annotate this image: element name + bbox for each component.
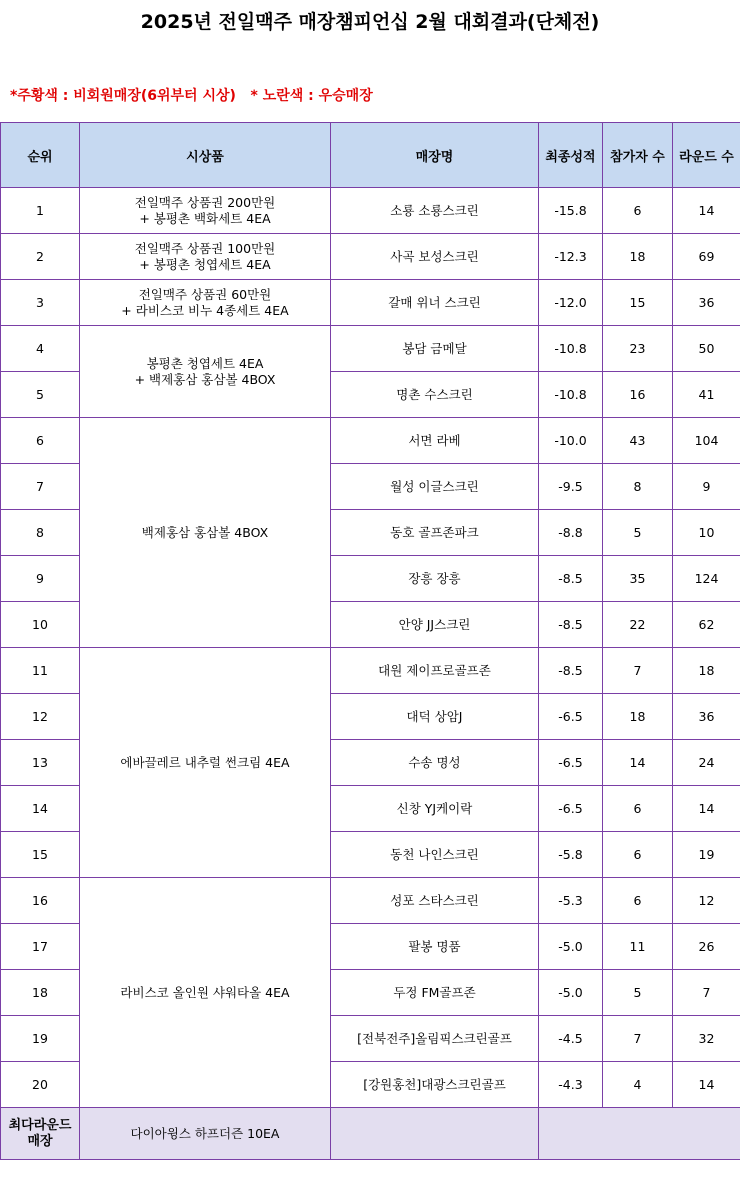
results-table <box>0 122 740 1160</box>
rank-cell: 12 <box>1 694 80 740</box>
most-rounds-label: 최다라운드 매장 <box>1 1108 80 1160</box>
player-count-cell: 6 <box>603 878 673 924</box>
store-name-cell: 월성 이글스크린 <box>331 464 539 510</box>
store-name-cell: 대원 제이프로골프존 <box>331 648 539 694</box>
final-score-cell: -5.0 <box>539 924 603 970</box>
final-score-cell: -6.5 <box>539 694 603 740</box>
player-count-cell: 18 <box>603 234 673 280</box>
player-count-cell: 7 <box>603 1016 673 1062</box>
round-count-cell: 14 <box>673 1062 740 1108</box>
final-score-cell: -10.0 <box>539 418 603 464</box>
rank-cell: 10 <box>1 602 80 648</box>
final-score-cell: -8.5 <box>539 556 603 602</box>
round-count-cell: 62 <box>673 602 740 648</box>
final-score-cell: -5.8 <box>539 832 603 878</box>
final-score-cell: -12.0 <box>539 280 603 326</box>
final-score-cell: -8.8 <box>539 510 603 556</box>
final-score-cell: -9.5 <box>539 464 603 510</box>
rank-cell: 18 <box>1 970 80 1016</box>
round-count-cell: 104 <box>673 418 740 464</box>
store-name-cell: 안양 JJ스크린 <box>331 602 539 648</box>
rank-cell: 9 <box>1 556 80 602</box>
header-rank: 순위 <box>1 123 80 188</box>
table-row <box>1 418 740 464</box>
store-name-cell: 신창 YJ케이락 <box>331 786 539 832</box>
table-row <box>1 234 740 280</box>
most-rounds-stats <box>539 1108 740 1160</box>
player-count-cell: 5 <box>603 510 673 556</box>
store-name-cell: 대덕 상암J <box>331 694 539 740</box>
rank-cell: 13 <box>1 740 80 786</box>
color-legend: *주황색 : 비회원매장(6위부터 시상) * 노란색 : 우승매장 <box>10 88 373 104</box>
round-count-cell: 7 <box>673 970 740 1016</box>
player-count-cell: 18 <box>603 694 673 740</box>
player-count-cell: 6 <box>603 786 673 832</box>
header-rounds: 라운드 수 <box>673 123 740 188</box>
store-name-cell: 소룡 소룡스크린 <box>331 188 539 234</box>
round-count-cell: 10 <box>673 510 740 556</box>
round-count-cell: 18 <box>673 648 740 694</box>
page-title: 2025년 전일맥주 매장챔피언십 2월 대회결과(단체전) <box>140 11 600 33</box>
player-count-cell: 4 <box>603 1062 673 1108</box>
header-players: 참가자 수 <box>603 123 673 188</box>
store-name-cell: [전북전주]올림픽스크린골프 <box>331 1016 539 1062</box>
player-count-cell: 11 <box>603 924 673 970</box>
final-score-cell: -8.5 <box>539 602 603 648</box>
rank-cell: 6 <box>1 418 80 464</box>
rank-cell: 4 <box>1 326 80 372</box>
rank-cell: 5 <box>1 372 80 418</box>
store-name-cell: 두정 FM골프존 <box>331 970 539 1016</box>
round-count-cell: 36 <box>673 694 740 740</box>
store-name-cell: 봉담 금메달 <box>331 326 539 372</box>
player-count-cell: 15 <box>603 280 673 326</box>
player-count-cell: 14 <box>603 740 673 786</box>
final-score-cell: -4.3 <box>539 1062 603 1108</box>
round-count-cell: 32 <box>673 1016 740 1062</box>
rank-cell: 7 <box>1 464 80 510</box>
player-count-cell: 35 <box>603 556 673 602</box>
rank-cell: 20 <box>1 1062 80 1108</box>
prize-cell: 전일맥주 상품권 200만원 + 봉평촌 백화세트 4EA <box>80 188 331 234</box>
rank-cell: 3 <box>1 280 80 326</box>
table-row <box>1 648 740 694</box>
store-name-cell: 동천 나인스크린 <box>331 832 539 878</box>
most-rounds-row <box>1 1108 740 1160</box>
final-score-cell: -8.5 <box>539 648 603 694</box>
round-count-cell: 9 <box>673 464 740 510</box>
round-count-cell: 12 <box>673 878 740 924</box>
player-count-cell: 16 <box>603 372 673 418</box>
round-count-cell: 14 <box>673 786 740 832</box>
table-row <box>1 326 740 372</box>
final-score-cell: -6.5 <box>539 786 603 832</box>
rank-cell: 14 <box>1 786 80 832</box>
store-name-cell: 명촌 수스크린 <box>331 372 539 418</box>
round-count-cell: 26 <box>673 924 740 970</box>
final-score-cell: -12.3 <box>539 234 603 280</box>
final-score-cell: -6.5 <box>539 740 603 786</box>
header-score: 최종성적 <box>539 123 603 188</box>
round-count-cell: 124 <box>673 556 740 602</box>
table-row <box>1 878 740 924</box>
rank-cell: 16 <box>1 878 80 924</box>
store-name-cell: 수송 명성 <box>331 740 539 786</box>
store-name-cell: 동호 골프존파크 <box>331 510 539 556</box>
final-score-cell: -15.8 <box>539 188 603 234</box>
round-count-cell: 69 <box>673 234 740 280</box>
player-count-cell: 6 <box>603 188 673 234</box>
final-score-cell: -5.3 <box>539 878 603 924</box>
rank-cell: 8 <box>1 510 80 556</box>
header-store: 매장명 <box>331 123 539 188</box>
player-count-cell: 8 <box>603 464 673 510</box>
store-name-cell: 팔봉 명품 <box>331 924 539 970</box>
round-count-cell: 36 <box>673 280 740 326</box>
prize-cell: 백제홍삼 홍삼볼 4BOX <box>80 418 331 648</box>
player-count-cell: 43 <box>603 418 673 464</box>
round-count-cell: 41 <box>673 372 740 418</box>
round-count-cell: 24 <box>673 740 740 786</box>
store-name-cell: 갈매 위너 스크린 <box>331 280 539 326</box>
rank-cell: 17 <box>1 924 80 970</box>
store-name-cell: 장흥 장흥 <box>331 556 539 602</box>
most-rounds-store <box>331 1108 539 1160</box>
round-count-cell: 50 <box>673 326 740 372</box>
final-score-cell: -4.5 <box>539 1016 603 1062</box>
final-score-cell: -5.0 <box>539 970 603 1016</box>
table-row <box>1 188 740 234</box>
final-score-cell: -10.8 <box>539 326 603 372</box>
rank-cell: 19 <box>1 1016 80 1062</box>
player-count-cell: 23 <box>603 326 673 372</box>
player-count-cell: 22 <box>603 602 673 648</box>
prize-cell: 봉평촌 청엽세트 4EA + 백제홍삼 홍삼볼 4BOX <box>80 326 331 418</box>
prize-cell: 전일맥주 상품권 60만원 + 라비스코 비누 4종세트 4EA <box>80 280 331 326</box>
most-rounds-prize: 다이아윙스 하프더즌 10EA <box>80 1108 331 1160</box>
store-name-cell: [강원홍천]대광스크린골프 <box>331 1062 539 1108</box>
header-prize: 시상품 <box>80 123 331 188</box>
final-score-cell: -10.8 <box>539 372 603 418</box>
prize-cell: 에바끌레르 내추럴 썬크림 4EA <box>80 648 331 878</box>
rank-cell: 1 <box>1 188 80 234</box>
round-count-cell: 14 <box>673 188 740 234</box>
prize-cell: 라비스코 올인원 샤워타올 4EA <box>80 878 331 1108</box>
rank-cell: 2 <box>1 234 80 280</box>
table-header-row <box>1 123 740 188</box>
store-name-cell: 성포 스타스크린 <box>331 878 539 924</box>
store-name-cell: 서면 라베 <box>331 418 539 464</box>
results-body <box>1 188 740 1108</box>
table-row <box>1 280 740 326</box>
prize-cell: 전일맥주 상품권 100만원 + 봉평촌 청엽세트 4EA <box>80 234 331 280</box>
rank-cell: 11 <box>1 648 80 694</box>
rank-cell: 15 <box>1 832 80 878</box>
round-count-cell: 19 <box>673 832 740 878</box>
player-count-cell: 6 <box>603 832 673 878</box>
player-count-cell: 7 <box>603 648 673 694</box>
player-count-cell: 5 <box>603 970 673 1016</box>
store-name-cell: 사곡 보성스크린 <box>331 234 539 280</box>
